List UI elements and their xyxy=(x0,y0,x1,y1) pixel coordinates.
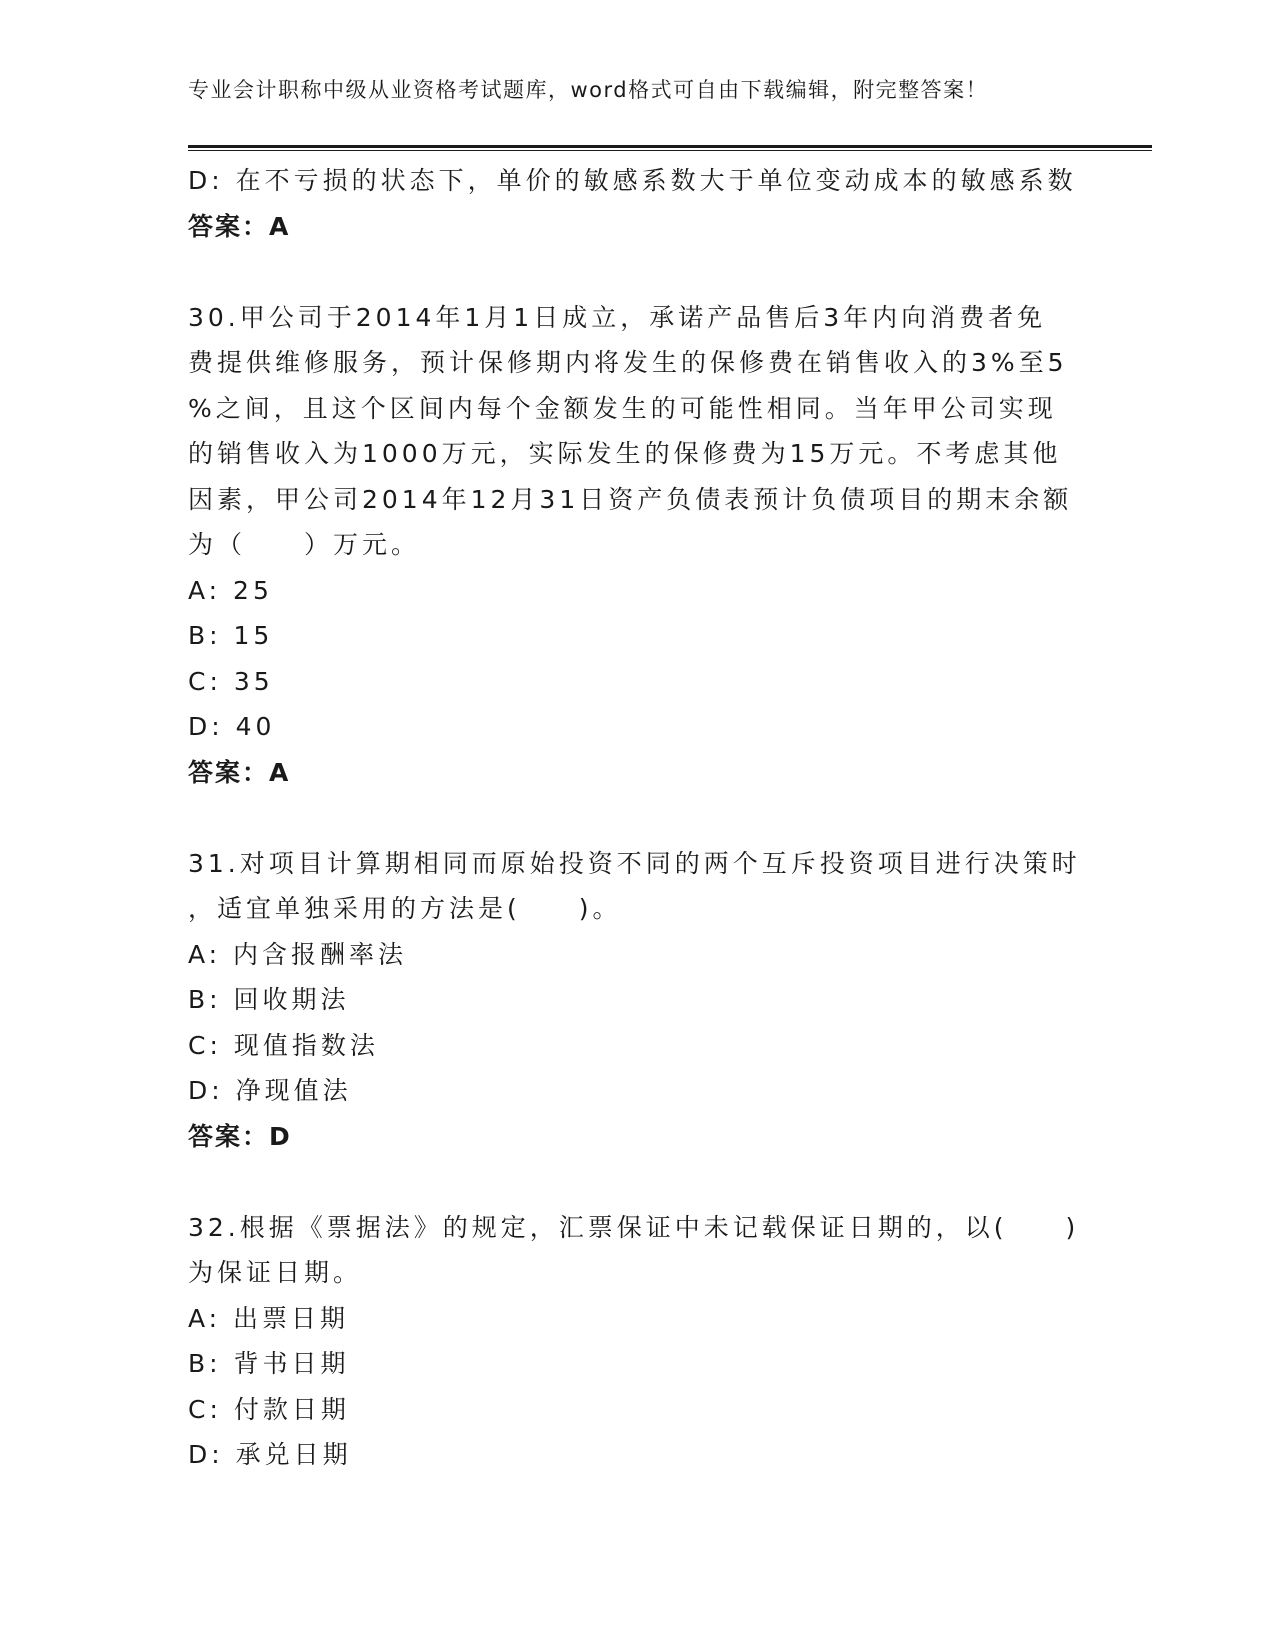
option-d: D: 承兑日期 xyxy=(188,1440,352,1469)
question-line: 32.根据《票据法》的规定，汇票保证中未记载保证日期的，以( ) xyxy=(188,1212,1080,1242)
answer: 答案：D xyxy=(188,1121,292,1151)
question-31 xyxy=(188,841,1088,1160)
question-line: 为（ ）万元。 xyxy=(188,530,421,559)
header-rule-thick xyxy=(188,145,1152,148)
option-b: B: 背书日期 xyxy=(188,1349,350,1378)
question-content xyxy=(188,158,1088,1478)
header-rule-thin xyxy=(188,150,1152,151)
question-line: 30.甲公司于2014年1月1日成立，承诺产品售后3年内向消费者免 xyxy=(188,302,1047,332)
option-a: A: 内含报酬率法 xyxy=(188,939,408,969)
question-30 xyxy=(188,295,1088,796)
question-line: ，适宜单独采用的方法是( )。 xyxy=(188,894,622,923)
page-header: 专业会计职称中级从业资格考试题库，word格式可自由下载编辑，附完整答案！ xyxy=(188,78,989,102)
option-a: A: 25 xyxy=(188,575,273,605)
option-c: C: 35 xyxy=(188,666,274,696)
answer: 答案：A xyxy=(188,757,291,787)
question-32 xyxy=(188,1205,1088,1478)
question-line: 费提供维修服务，预计保修期内将发生的保修费在销售收入的3%至5 xyxy=(188,348,1068,377)
option-b: B: 15 xyxy=(188,621,274,650)
option-d: D: 40 xyxy=(188,712,276,741)
question-line: 为保证日期。 xyxy=(188,1258,363,1287)
question-line: 31.对项目计算期相同而原始投资不同的两个互斥投资项目进行决策时 xyxy=(188,848,1081,878)
question-line: %之间，且这个区间内每个金额发生的可能性相同。当年甲公司实现 xyxy=(188,393,1057,423)
question-line: 的销售收入为1000万元，实际发生的保修费为15万元。不考虑其他 xyxy=(188,439,1062,468)
option-a: A: 出票日期 xyxy=(188,1303,350,1333)
option-c: C: 付款日期 xyxy=(188,1394,350,1424)
prev-option-d: D: 在不亏损的状态下，单价的敏感系数大于单位变动成本的敏感系数 xyxy=(188,166,1077,195)
question-line: 因素，甲公司2014年12月31日资产负债表预计负债项目的期末余额 xyxy=(188,484,1073,514)
prev-answer: 答案：A xyxy=(188,211,291,241)
option-d: D: 净现值法 xyxy=(188,1076,352,1105)
option-c: C: 现值指数法 xyxy=(188,1030,379,1060)
option-b: B: 回收期法 xyxy=(188,985,350,1014)
